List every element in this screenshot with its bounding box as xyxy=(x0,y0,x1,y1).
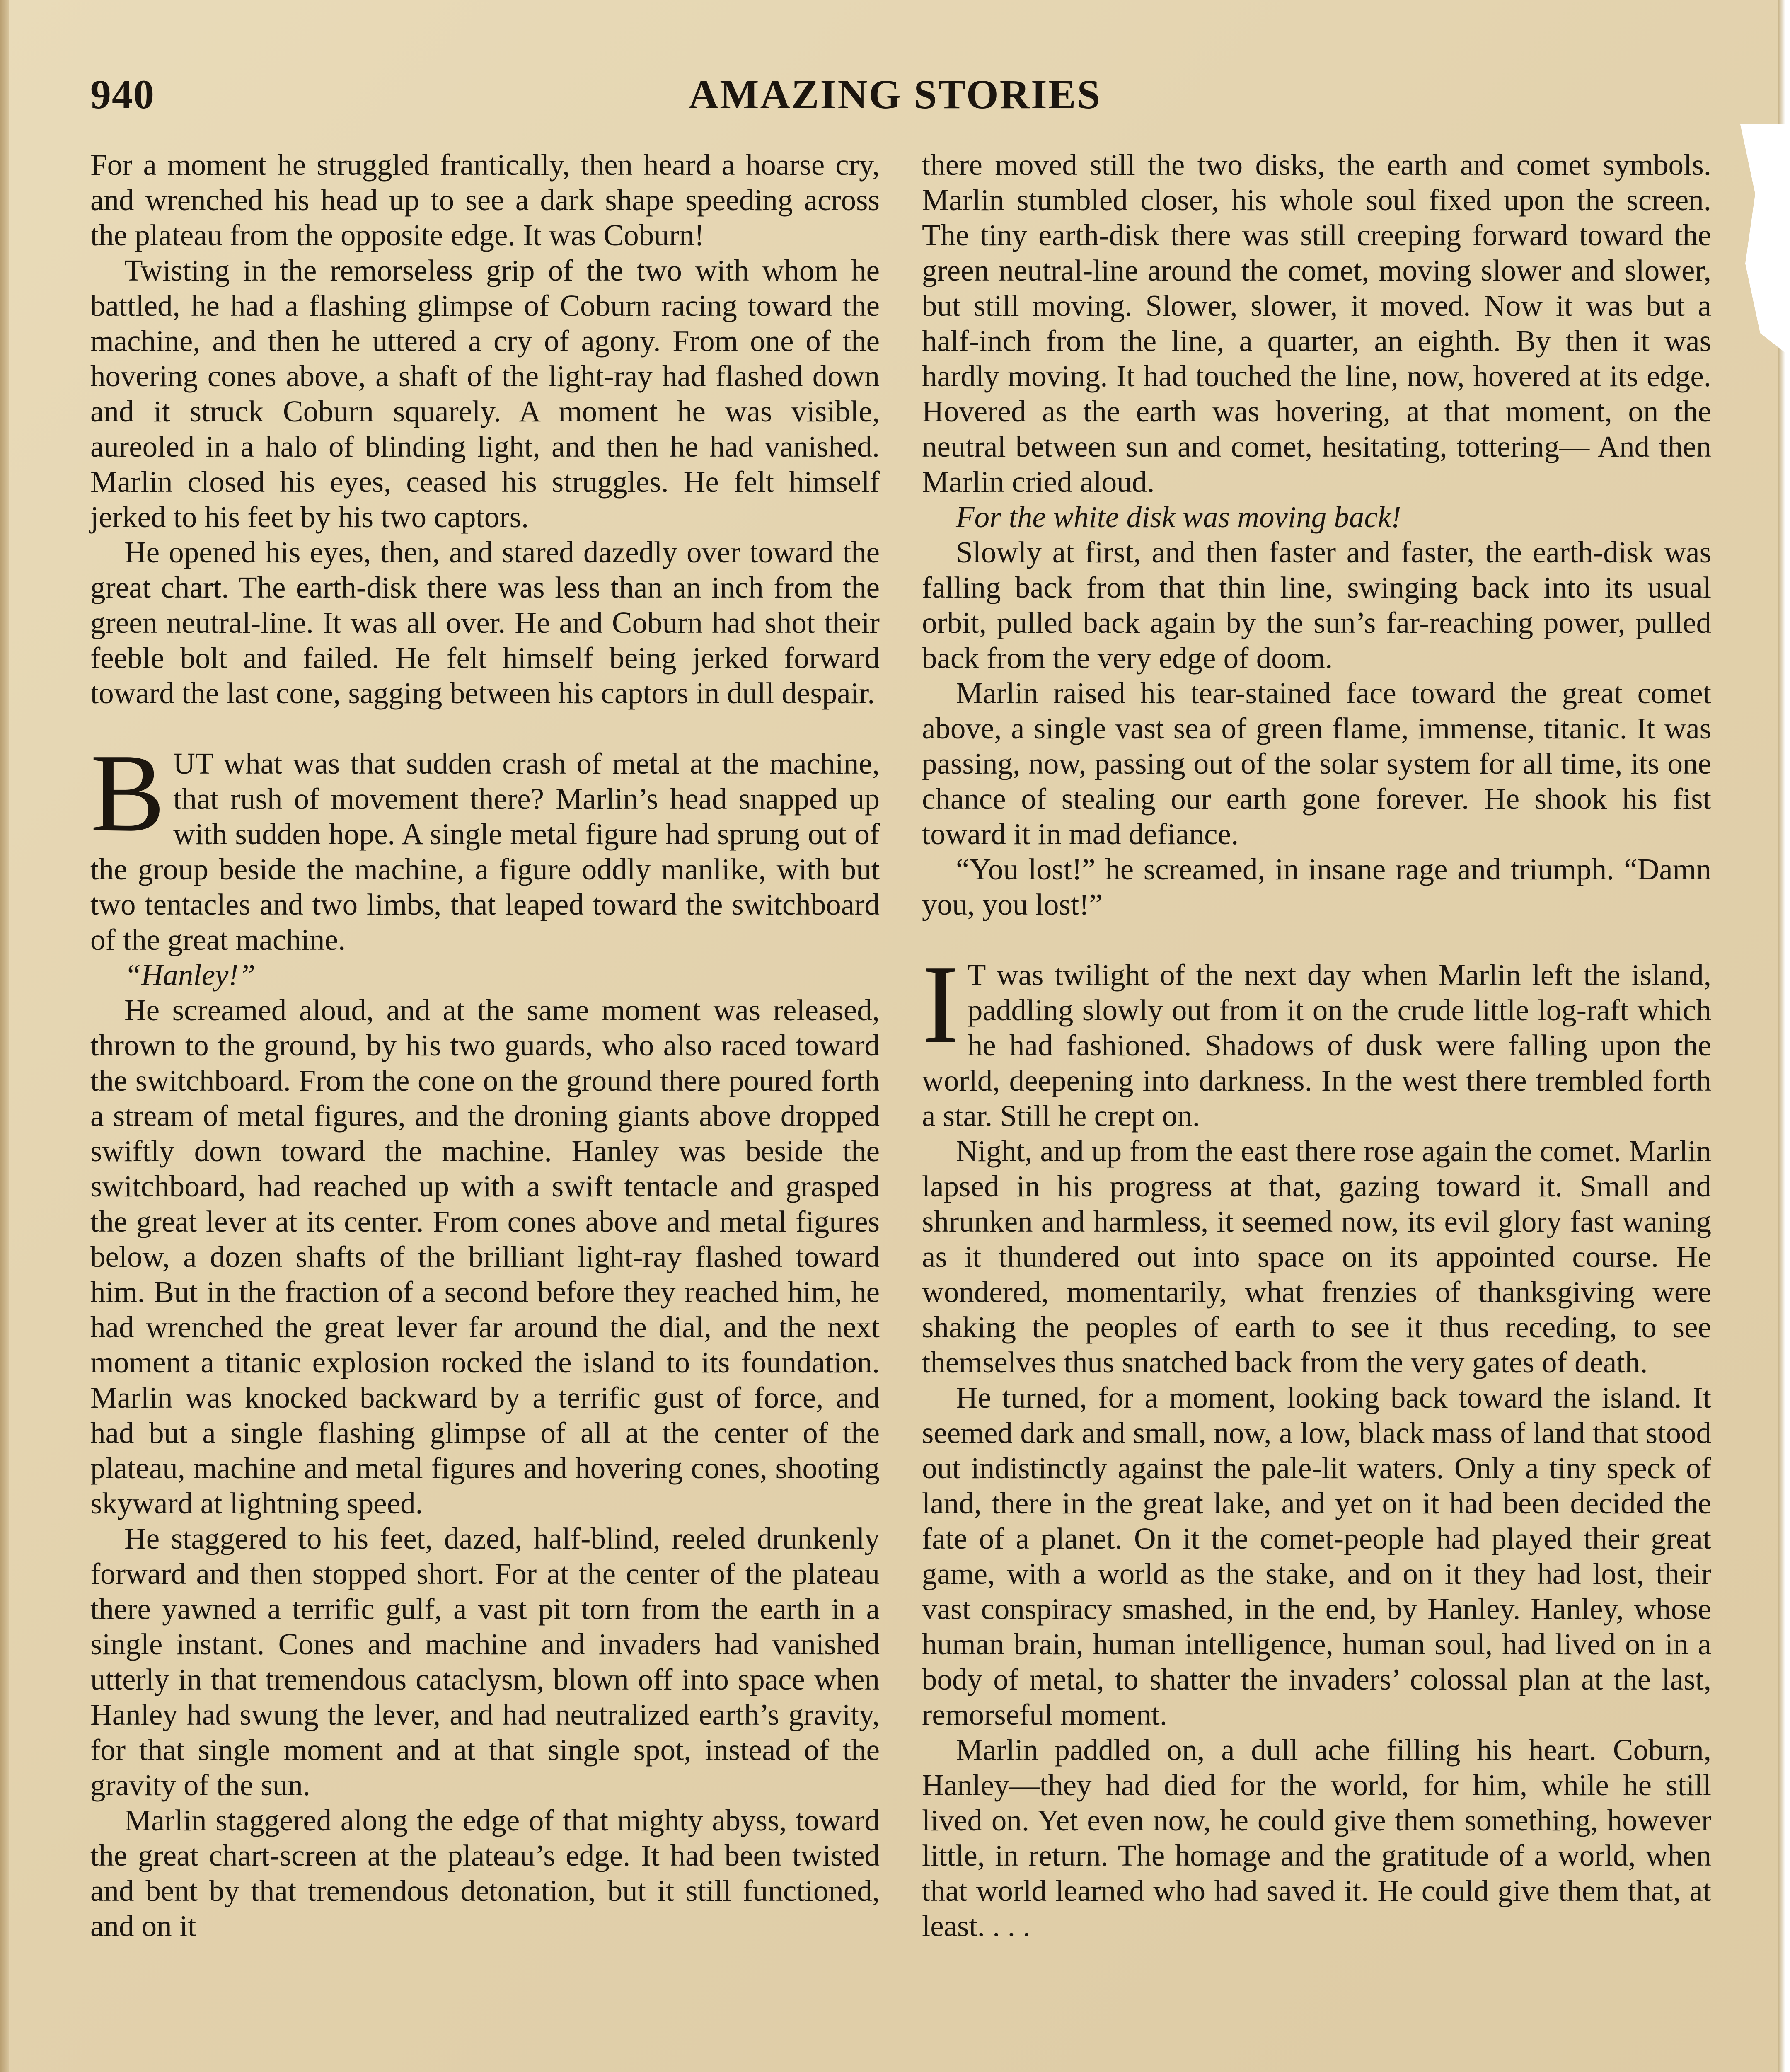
paragraph: Marlin raised his tear-stained face toward the great comet above, a single vast sea of green flame, immense, titanic. It was passing, now, passing out of the solar system for all time, its one chance of stealing our earth gone forever. He shook his fist toward it in mad defiance. xyxy=(922,676,1711,851)
drop-cap: I xyxy=(922,942,959,1066)
torn-corner xyxy=(1740,124,1790,356)
paragraph: He screamed aloud, and at the same moment was released, thrown to the ground, by his two guards, who also raced toward the switchboard. From the cone on the ground there poured forth a stream of metal figures, and the droning giants above dropped swiftly down toward the machine. Hanley was beside the switchboard, had reached up with a swift tentacle and grasped the great lever at its center. From cones above and metal figures below, a dozen shafts of the brilliant light-ray flashed toward him. But in the fraction of a second before they reached him, he had wrenched the great lever far around the dial, and the next moment a titanic explosion rocked the island to its foundation. Marlin was knocked backward by a terrific gust of force, and had but a single flashing glimpse of all at the center of the plateau, machine and metal figures and hovering cones, shooting skyward at lightning speed. xyxy=(90,993,880,1520)
paragraph-dropcap xyxy=(922,942,1711,1133)
paragraph-text: T was twilight of the next day when Marlin left the island, paddling slowly out from it on the crude little log-raft which he had fashioned. Shadows of dusk were falling upon the world, deepening into darkness. In the west there trembled forth a star. Still he crept on. xyxy=(922,958,1711,1133)
paragraph: Marlin staggered along the edge of that mighty abyss, toward the great chart-screen at the plateau’s edge. It had been twisted and bent by that tremendous detonation, but it still functioned, and on it xyxy=(90,1803,880,1943)
paragraph: Marlin paddled on, a dull ache filling his heart. Coburn, Hanley—they had died for the world, for him, while he still lived on. Yet even now, he could give them something, however little, in return. The homage and the gratitude of a world, when that world learned who had saved it. He could give them that, at least. . . . xyxy=(922,1733,1711,1943)
paragraph: He opened his eyes, then, and stared dazedly over toward the great chart. The earth-disk there was less than an inch from the green neutral-line. It was all over. He and Coburn had shot their feeble bolt and failed. He felt himself being jerked forward toward the last cone, sagging between his captors in dull despair. xyxy=(90,535,880,710)
running-title: AMAZING STORIES xyxy=(688,71,1102,117)
paragraph: there moved still the two disks, the earth and comet symbols. Marlin stumbled closer, his whole soul fixed upon the screen. The tiny earth-disk there was still creeping forward toward the green neutral-line around the comet, moving slower and slower, but still moving. Slower, slower, it moved. Now it was but a half-inch from the line, a quarter, an eighth. By then it was hardly moving. It had touched the line, now, hovered at its edge. Hovered as the earth was hovering, at that moment, on the neutral between sun and comet, hesitating, tottering— And then Marlin cried aloud. xyxy=(922,148,1711,499)
left-column xyxy=(90,147,880,1944)
paragraph-dropcap xyxy=(90,731,880,957)
paragraph: For the white disk was moving back! xyxy=(956,500,1401,534)
paragraph: He staggered to his feet, dazed, half-blind, reeled drunkenly forward and then stopped short. For at the center of the plateau there yawned a terrific gulf, a vast pit torn from the earth in a single instant. Cones and machine and invaders had vanished utterly in that tremendous cataclysm, blown off into space when Hanley had swung the lever, and had neutralized earth’s gravity, for that single moment and at that single spot, instead of the gravity of the sun. xyxy=(90,1522,880,1802)
right-column xyxy=(922,147,1711,1944)
paragraph: “You lost!” he screamed, in insane rage and triumph. “Damn you, you lost!” xyxy=(922,852,1711,921)
page-number: 940 xyxy=(90,71,155,117)
paragraph-text: UT what was that sudden crash of metal at the machine, that rush of movement there? Marlin’s head snapped up with sudden hope. A single metal figure had sprung out of the group beside the machine, a figure oddly manlike, with but two tentacles and two limbs, that leaped toward the switchboard of the great machine. xyxy=(90,747,880,956)
paragraph: He turned, for a moment, looking back toward the island. It seemed dark and small, now, a low, black mass of land that stood out indistinctly against the pale-lit waters. Only a tiny speck of land, there in the great lake, and yet on it had been decided the fate of a planet. On it the comet-people had played their great game, with a world as the stake, and on it they had lost, their vast conspiracy smashed, in the end, by Hanley. Hanley, whose human brain, human intelligence, human soul, had lived on in a body of metal, to shatter the invaders’ colossal plan at the last, remorseful moment. xyxy=(922,1381,1711,1731)
paragraph: “Hanley!” xyxy=(124,958,256,992)
page-left-edge xyxy=(0,0,9,2072)
paragraph: Twisting in the remorseless grip of the two with whom he battled, he had a flashing glimpse of Coburn racing toward the machine, and then he uttered a cry of agony. From one of the hovering cones above, a shaft of the light-ray had flashed down and it struck Coburn squarely. A moment he was visible, aureoled in a halo of blinding light, and then he had vanished. Marlin closed his eyes, ceased his struggles. He felt himself jerked to his feet by his two captors. xyxy=(90,254,880,534)
paragraph: Night, and up from the east there rose again the comet. Marlin lapsed in his progress at that, gazing toward it. Small and shrunken and harmless, it seemed now, its evil glory fast waning as it thundered out into space on its appointed course. He wondered, momentarily, what frenzies of thanksgiving were shaking the peoples of earth to see it thus receding, to see themselves thus snatched back from the very gates of death. xyxy=(922,1134,1711,1379)
paragraph: Slowly at first, and then faster and faster, the earth-disk was falling back from that thin line, swinging back into its usual orbit, pulled back again by the sun’s far-reaching power, pulled back from the very edge of doom. xyxy=(922,535,1711,675)
paragraph: For a moment he struggled frantically, then heard a hoarse cry, and wrenched his head up to see a dark shape speeding across the plateau from the opposite edge. It was Coburn! xyxy=(90,148,880,252)
drop-cap: B xyxy=(90,731,165,855)
